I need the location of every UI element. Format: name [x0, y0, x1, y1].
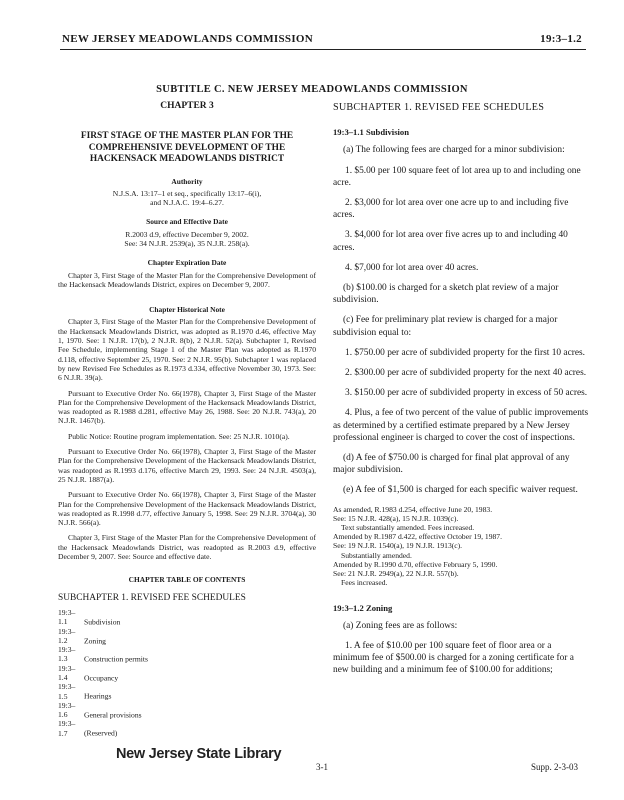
- history-heading: Chapter Historical Note: [149, 305, 225, 315]
- history-line: Amended by R.1987 d.422, effective October 19, 1987.: [333, 532, 502, 542]
- zoning-subsection-a: (a) Zoning fees are as follows:: [343, 620, 458, 631]
- list-item: 2. $300.00 per acre of subdivided property for the next 40 acres.: [345, 368, 587, 379]
- toc-entry[interactable]: [58, 682, 316, 701]
- history-line: Amended by R.1990 d.70, effective February 5, 1990.: [333, 559, 498, 569]
- toc-entry[interactable]: [58, 645, 316, 664]
- toc-entry[interactable]: [58, 719, 316, 738]
- section-heading-zoning: [333, 602, 589, 614]
- history-line: See: 15 N.J.R. 428(a), 15 N.J.R. 1039(c).: [333, 513, 459, 523]
- list-item: 1. A fee of $10.00 per 100 square feet of floor area or a minimum fee of $500.00 is charged for a zoning certificate for a new building and a minimum fee of $100.00 for additions;: [333, 640, 574, 676]
- list-item: 3. $4,000 for lot area over five acres up to and including 40 acres.: [333, 230, 568, 253]
- toc-entry-number: 19:3–1.7: [58, 719, 76, 738]
- subsection-c: (c) Fee for preliminary plat review is charged for a major subdivision equal to:: [333, 315, 558, 338]
- history-paragraph: Pursuant to Executive Order No. 66(1978), Chapter 3, First Stage of the Master Plan for the Comprehensive Development of the Hackensack Meadowlands District, was readopted as R.1988 d.281, effective May 26, 1988. See: 20 N.J.R. 743(a), 20 N.J.R. 1467(b).: [58, 388, 316, 426]
- history-line: See: 21 N.J.R. 2949(a), 22 N.J.R. 557(b).: [333, 569, 459, 579]
- list-item: 4. Plus, a fee of two percent of the value of public improvements as determined by a certified estimate prepared by a New Jersey professional engineer is charged to cover the cost of inspections.: [333, 408, 589, 443]
- toc-entry-title: (Reserved): [84, 728, 118, 738]
- page-number: 3-1: [316, 762, 328, 772]
- source-line: See: 34 N.J.R. 2539(a), 35 N.J.R. 258(a).: [124, 239, 250, 248]
- history-paragraph: Chapter 3, First Stage of the Master Plan for the Comprehensive Development of the Hackensack Meadowlands District, was readopted as R.2003 d.9, effective December 9, 2007. See: Source and effective date.: [58, 533, 316, 562]
- history-line: As amended, R.1983 d.254, effective June 20, 1983.: [333, 504, 493, 514]
- source-heading: Source and Effective Date: [146, 217, 228, 227]
- toc-entry-title: Occupancy: [84, 672, 119, 682]
- history-line: Substantially amended.: [341, 550, 412, 560]
- toc-entry-title: Zoning: [84, 635, 106, 645]
- library-stamp: New Jersey State Library: [116, 746, 282, 762]
- toc-entry-number: 19:3–1.4: [58, 663, 76, 682]
- right-column: [333, 102, 589, 685]
- toc-entry-title: Construction permits: [84, 654, 148, 664]
- chapter-number: CHAPTER 3: [160, 101, 214, 111]
- header-title: NEW JERSEY MEADOWLANDS COMMISSION: [62, 33, 314, 45]
- list-item: 3. $150.00 per acre of subdivided property in excess of 50 acres.: [345, 388, 588, 399]
- toc-subchapter: SUBCHAPTER 1. REVISED FEE SCHEDULES: [58, 592, 246, 603]
- history-line: Fees increased.: [341, 578, 388, 588]
- toc-entry[interactable]: [58, 608, 316, 627]
- toc-entry-number: 19:3–1.6: [58, 700, 76, 720]
- subsection-e: (e) A fee of $1,500 is charged for each specific waiver request.: [343, 485, 578, 496]
- toc-heading: CHAPTER TABLE OF CONTENTS: [128, 575, 246, 585]
- section-number: 19:3–1.1: [333, 127, 364, 138]
- toc-list: [58, 608, 316, 738]
- section-title: Zoning: [366, 602, 393, 613]
- chapter-title: FIRST STAGE OF THE MASTER PLAN FOR THE COMPREHENSIVE DEVELOPMENT OF THE HACKENSACK MEADOWLANDS DISTRICT: [80, 131, 294, 165]
- history-line: Text substantially amended. Fees increased.: [341, 523, 475, 533]
- expiration-heading: Chapter Expiration Date: [147, 258, 227, 268]
- section-number: 19:3–1.2: [333, 602, 364, 613]
- subchapter-heading: SUBCHAPTER 1. REVISED FEE SCHEDULES: [333, 102, 545, 113]
- header-section-number: 19:3–1.2: [540, 33, 582, 45]
- amendment-history: [333, 505, 589, 588]
- list-item: 1. $5.00 per 100 square feet of lot area up to and including one acre.: [333, 165, 581, 188]
- supplement-date: Supp. 2-3-03: [531, 762, 578, 772]
- subtitle-heading: SUBTITLE C. NEW JERSEY MEADOWLANDS COMMISSION: [156, 84, 468, 95]
- subsection-a: (a) The following fees are charged for a minor subdivision:: [343, 145, 565, 156]
- toc-entry-title: General provisions: [84, 710, 142, 720]
- list-item: 1. $750.00 per acre of subdivided property for the first 10 acres.: [345, 347, 586, 358]
- section-title: Subdivision: [366, 127, 409, 138]
- running-header: [62, 33, 582, 49]
- toc-entry[interactable]: [58, 664, 316, 683]
- authority-line: and N.J.A.C. 19:4–6.27.: [150, 198, 224, 208]
- header-rule: [60, 49, 586, 50]
- history-line: See: 19 N.J.R. 1540(a), 19 N.J.R. 1913(c).: [333, 541, 463, 551]
- history-paragraph: Pursuant to Executive Order No. 66(1978), Chapter 3, First Stage of the Master Plan for the Comprehensive Development of the Hackensack Meadowlands District, was readopted as R.1993 d.176, effective March 29, 1993. See: 24 N.J.R. 4503(a), 25 N.J.R. 1887(a).: [58, 447, 316, 484]
- history-paragraph: Chapter 3, First Stage of the Master Plan for the Comprehensive Development of the Hackensack Meadowlands District, was adopted as R.1970 d.46, effective May 1, 1970. See: 1 N.J.R. 17(b), 2 N.J.R. 8(b), 2 N.J.R. 52(a). Subchapter 1, Revised Fee Schedule, implementing Stage 1 of the Master Plan was adopted as R.1970 d.118, effective September 25, 1970. See: 2 N.J.R. 95(b). Subchapter 1 was replaced by new Revised Fee Schedules as R.1973 d.334, effective November 30, 1973. See: 6 N.J.R. 39(a).: [58, 317, 316, 383]
- toc-entry[interactable]: [58, 627, 316, 646]
- toc-entry-number: 19:3–1.3: [58, 645, 76, 664]
- toc-entry-number: 19:3–1.5: [58, 682, 76, 701]
- history-paragraph: Pursuant to Executive Order No. 66(1978), Chapter 3, First Stage of the Master Plan for the Comprehensive Development of the Hackensack Meadowlands District, was readopted as R.1998 d.77, effective January 5, 1998. See: 29 N.J.R. 3704(a), 30 N.J.R. 566(a).: [58, 490, 316, 528]
- toc-entry-title: Hearings: [84, 691, 112, 701]
- subsection-d: (d) A fee of $750.00 is charged for final plat approval of any major subdivision.: [333, 453, 570, 476]
- authority-line: N.J.S.A. 13:17–1 et seq., specifically 13:17–6(i),: [112, 188, 262, 198]
- section-heading-subdivision: [333, 126, 589, 138]
- list-item: 2. $3,000 for lot area over one acre up to and including five acres.: [333, 198, 569, 221]
- expiration-text: Chapter 3, First Stage of the Master Plan for the Comprehensive Development of the Hackensack Meadowlands District, expires on December 9, 2007.: [58, 270, 316, 289]
- toc-entry-number: 19:3–1.2: [58, 626, 76, 645]
- list-item: 4. $7,000 for lot area over 40 acres.: [345, 262, 479, 273]
- left-column: [58, 102, 316, 738]
- authority-heading: Authority: [171, 176, 203, 186]
- toc-entry-title: Subdivision: [84, 617, 121, 627]
- toc-entry[interactable]: [58, 701, 316, 720]
- source-line: R.2003 d.9, effective December 9, 2002.: [125, 229, 249, 239]
- subsection-b: (b) $100.00 is charged for a sketch plat review of a major subdivision.: [333, 283, 559, 306]
- toc-entry-number: 19:3–1.1: [58, 607, 76, 627]
- history-paragraph: Public Notice: Routine program implementation. See: 25 N.J.R. 1010(a).: [68, 431, 290, 441]
